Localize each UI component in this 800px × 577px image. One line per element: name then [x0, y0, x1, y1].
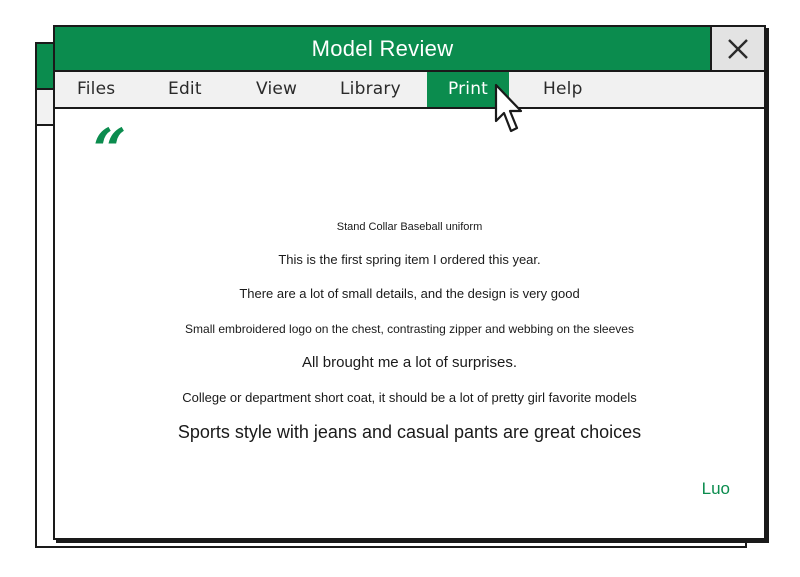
- close-icon: [727, 38, 749, 60]
- model-review-window: [53, 25, 766, 540]
- menu-item-files[interactable]: Files: [77, 79, 116, 99]
- window-title: Model Review: [311, 36, 454, 61]
- review-line: Sports style with jeans and casual pants are great choices: [177, 422, 642, 442]
- quote-icon: “: [93, 116, 127, 184]
- menu-item-library[interactable]: Library: [340, 79, 401, 99]
- title-bar[interactable]: [55, 27, 710, 72]
- review-line: There are a lot of small details, and the design is very good: [239, 286, 580, 301]
- review-line: This is the first spring item I ordered this year.: [278, 252, 541, 267]
- review-author: Luo: [701, 479, 730, 498]
- menu-item-help[interactable]: Help: [543, 79, 583, 99]
- close-button[interactable]: [710, 27, 764, 72]
- pointer-cursor-icon: [494, 83, 524, 135]
- review-line: Small embroidered logo on the chest, contrasting zipper and webbing on the sleeves: [185, 322, 634, 336]
- review-line: College or department short coat, it should be a lot of pretty girl favorite models: [182, 390, 637, 405]
- menu-bar: [55, 72, 764, 109]
- menu-item-print[interactable]: Print: [427, 72, 509, 107]
- review-heading: Stand Collar Baseball uniform: [336, 221, 483, 233]
- menu-item-view[interactable]: View: [256, 79, 298, 99]
- review-content: [55, 109, 764, 538]
- review-line: All brought me a lot of surprises.: [301, 354, 518, 371]
- menu-item-edit[interactable]: Edit: [168, 79, 202, 99]
